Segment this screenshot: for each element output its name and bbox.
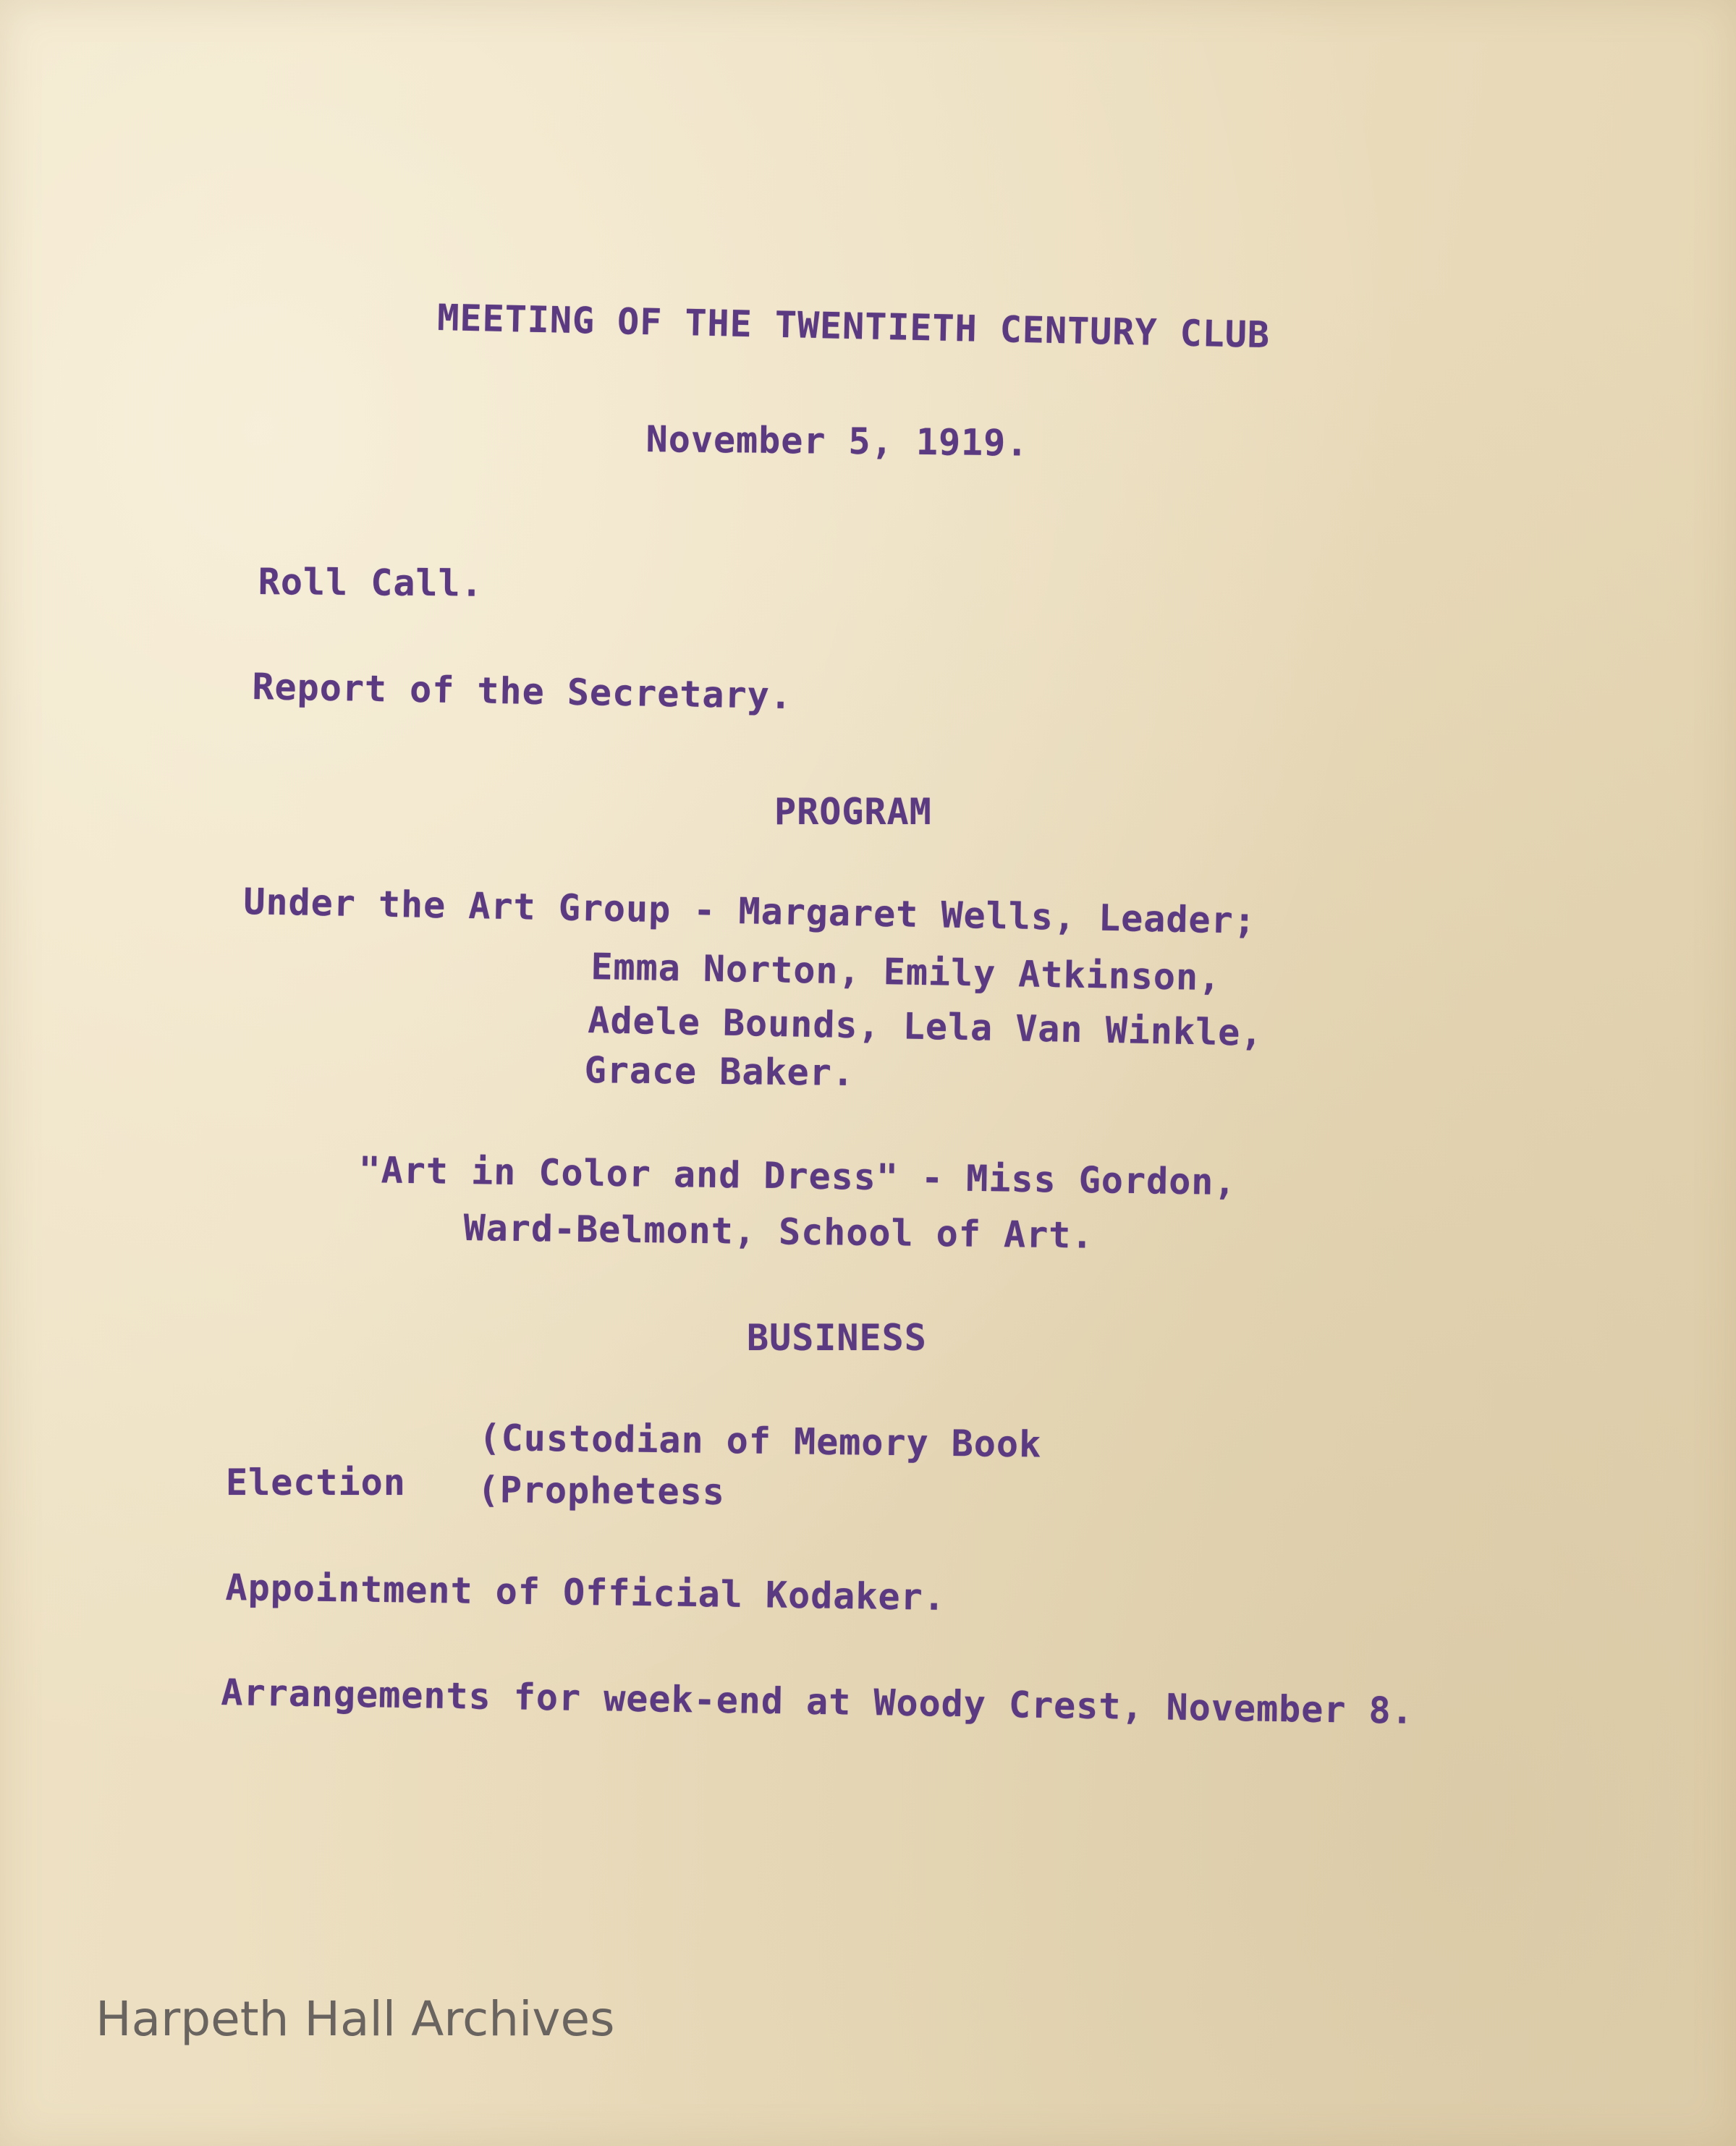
secretary-report: Report of the Secretary.: [251, 666, 793, 718]
program-heading: PROGRAM: [774, 791, 932, 833]
art-group-line: Under the Art Group - Margaret Wells, Leader;: [242, 881, 1257, 942]
document-title: MEETING OF THE TWENTIETH CENTURY CLUB: [436, 297, 1271, 357]
weekend-arrangements: Arrangements for week-end at Woody Crest, November 8.: [221, 1671, 1415, 1732]
election-option: (Custodian of Memory Book: [478, 1417, 1042, 1466]
art-group-members-line: Emma Norton, Emily Atkinson,: [590, 946, 1221, 999]
talk-title-line: "Art in Color and Dress" - Miss Gordon,: [358, 1149, 1237, 1203]
meeting-date: November 5, 1919.: [645, 418, 1029, 465]
business-heading: BUSINESS: [747, 1317, 927, 1359]
roll-call: Roll Call.: [258, 561, 484, 605]
official-kodaker-appointment: Appointment of Official Kodaker.: [225, 1566, 947, 1619]
art-group-members-line: Grace Baker.: [584, 1049, 855, 1094]
art-group-members-line: Adele Bounds, Lela Van Winkle,: [587, 999, 1263, 1054]
election-option: (Prophetess: [477, 1469, 726, 1513]
archive-watermark: Harpeth Hall Archives: [96, 1991, 615, 2047]
election-label: Election: [226, 1462, 406, 1504]
talk-venue-line: Ward-Belmont, School of Art.: [463, 1207, 1094, 1257]
